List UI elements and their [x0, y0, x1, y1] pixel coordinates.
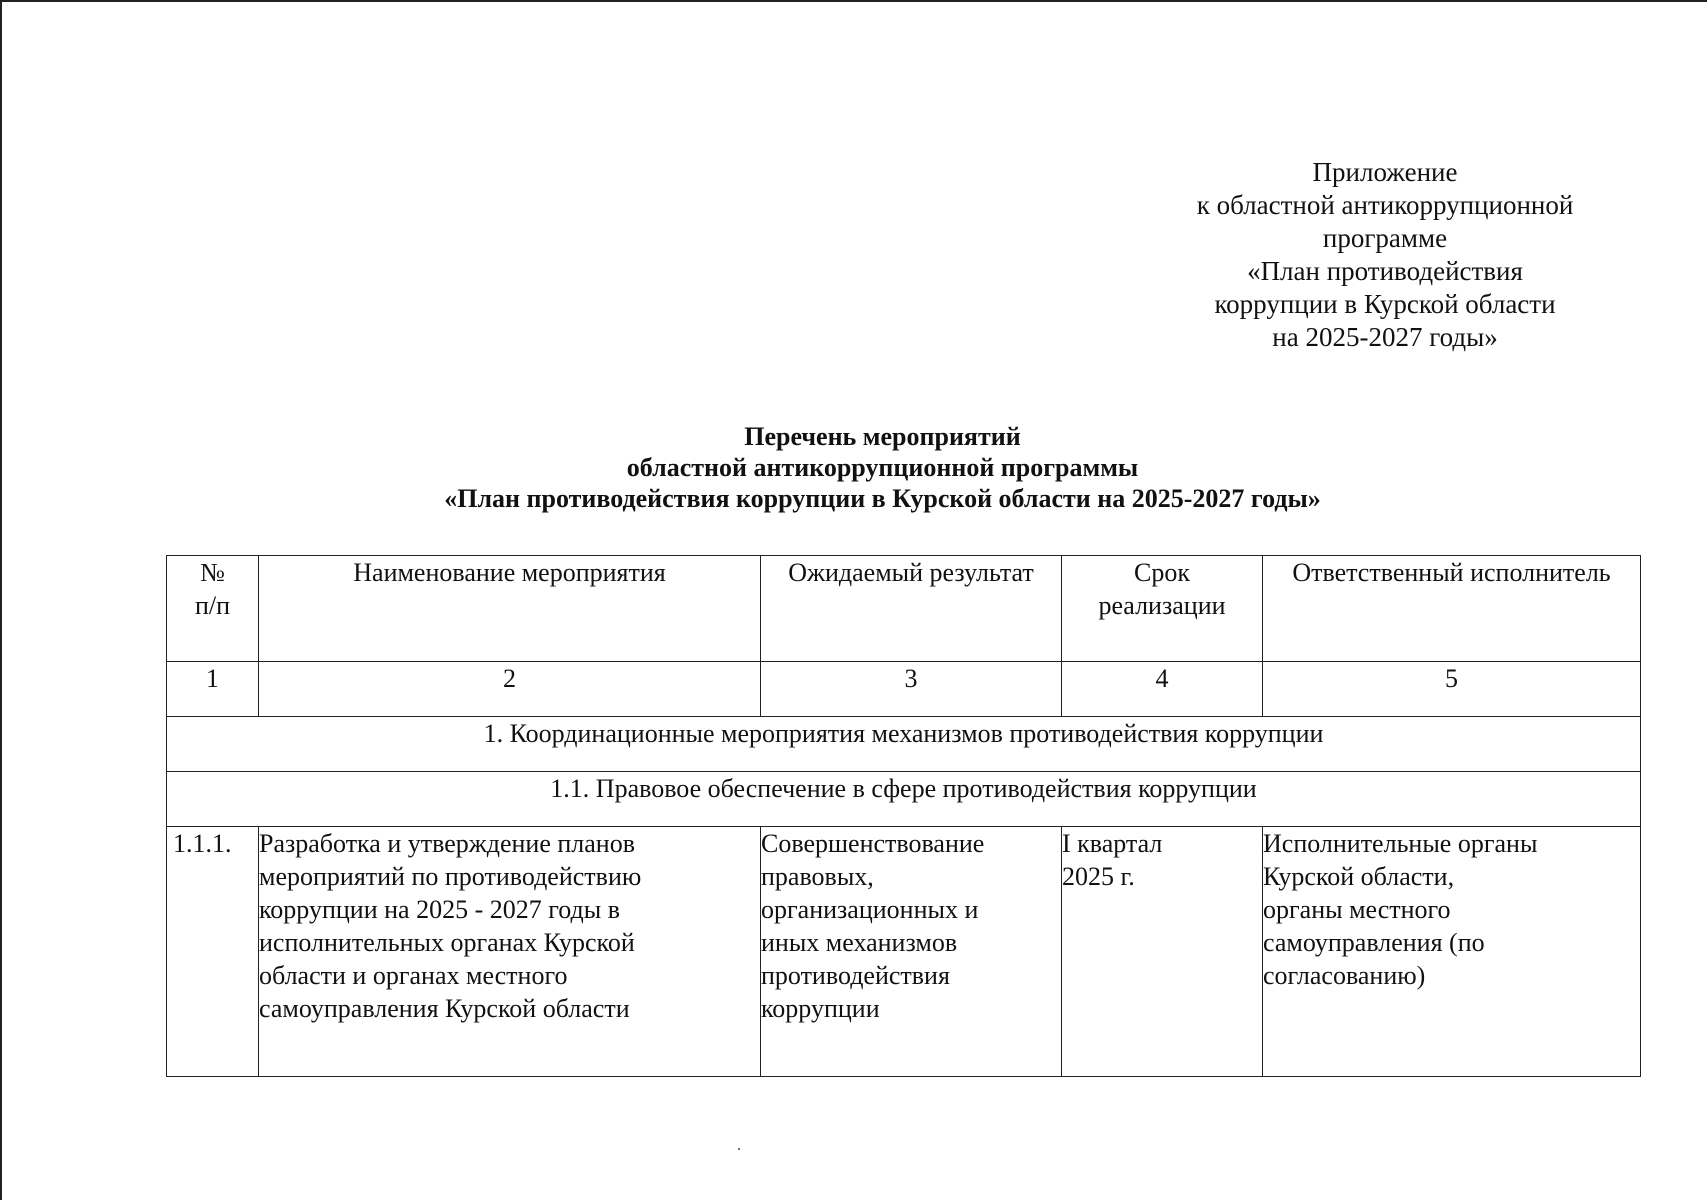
column-number: 5	[1263, 662, 1641, 717]
cell-line: мероприятий по противодействию	[259, 862, 642, 891]
cell-line: I квартал	[1062, 829, 1163, 858]
row-number: 1.1.1.	[167, 827, 259, 1077]
appendix-line: «План противодействия	[1247, 256, 1523, 286]
cell-line: коррупции на 2025 - 2027 годы в	[259, 895, 620, 924]
header-term-line2: реализации	[1098, 591, 1226, 620]
appendix-line: к областной антикоррупционной	[1196, 190, 1574, 220]
column-numbers-row	[167, 662, 1641, 717]
title-line: Перечень мероприятий	[744, 422, 1021, 451]
subsection-row	[167, 772, 1641, 827]
cell-line: противодействия	[761, 961, 950, 990]
cell-line: органы местного	[1263, 895, 1451, 924]
cell-line: Разработка и утверждение планов	[259, 829, 635, 858]
table-header-row	[167, 556, 1641, 662]
cell-line: организационных и	[761, 895, 979, 924]
subsection-heading: 1.1. Правовое обеспечение в сфере противодействия коррупции	[167, 772, 1641, 827]
table-row	[167, 827, 1641, 1077]
header-name: Наименование мероприятия	[259, 556, 761, 662]
cell-line: правовых,	[761, 862, 874, 891]
cell-line: области и органах местного	[259, 961, 568, 990]
cell-line: 2025 г.	[1062, 862, 1135, 891]
appendix-block	[1150, 156, 1620, 354]
column-number: 2	[259, 662, 761, 717]
scan-speck	[738, 1148, 740, 1150]
row-executor	[1263, 827, 1641, 1077]
row-term	[1062, 827, 1263, 1077]
cell-line: самоуправления Курской области	[259, 994, 630, 1023]
appendix-line: программе	[1322, 223, 1448, 253]
cell-line: иных механизмов	[761, 928, 958, 957]
title-line: областной антикоррупционной программы	[626, 453, 1139, 482]
header-result: Ожидаемый результат	[761, 556, 1062, 662]
cell-line: коррупции	[761, 994, 880, 1023]
column-number: 1	[167, 662, 259, 717]
document-title	[0, 421, 1707, 514]
cell-line: самоуправления (по	[1263, 928, 1485, 957]
cell-line: Исполнительные органы	[1263, 829, 1538, 858]
column-number: 3	[761, 662, 1062, 717]
cell-line: Курской области,	[1263, 862, 1455, 891]
header-term	[1062, 556, 1263, 662]
section-heading: 1. Координационные мероприятия механизмов противодействия коррупции	[167, 717, 1641, 772]
header-num-line1: №	[200, 558, 225, 587]
cell-line: согласованию)	[1263, 961, 1426, 990]
row-measure-name	[259, 827, 761, 1077]
cell-line: исполнительных органах Курской	[259, 928, 635, 957]
section-row	[167, 717, 1641, 772]
appendix-line: коррупции в Курской области	[1214, 289, 1556, 319]
appendix-line: на 2025-2027 годы»	[1272, 322, 1498, 352]
header-num	[167, 556, 259, 662]
column-number: 4	[1062, 662, 1263, 717]
row-expected-result	[761, 827, 1062, 1077]
header-term-line1: Срок	[1134, 558, 1190, 587]
header-executor: Ответственный исполнитель	[1263, 556, 1641, 662]
header-num-line2: п/п	[194, 591, 231, 620]
appendix-line: Приложение	[1312, 157, 1458, 187]
cell-line: Совершенствование	[761, 829, 985, 858]
measures-table	[166, 555, 1641, 1077]
title-line: «План противодействия коррупции в Курской области на 2025-2027 годы»	[444, 484, 1321, 513]
